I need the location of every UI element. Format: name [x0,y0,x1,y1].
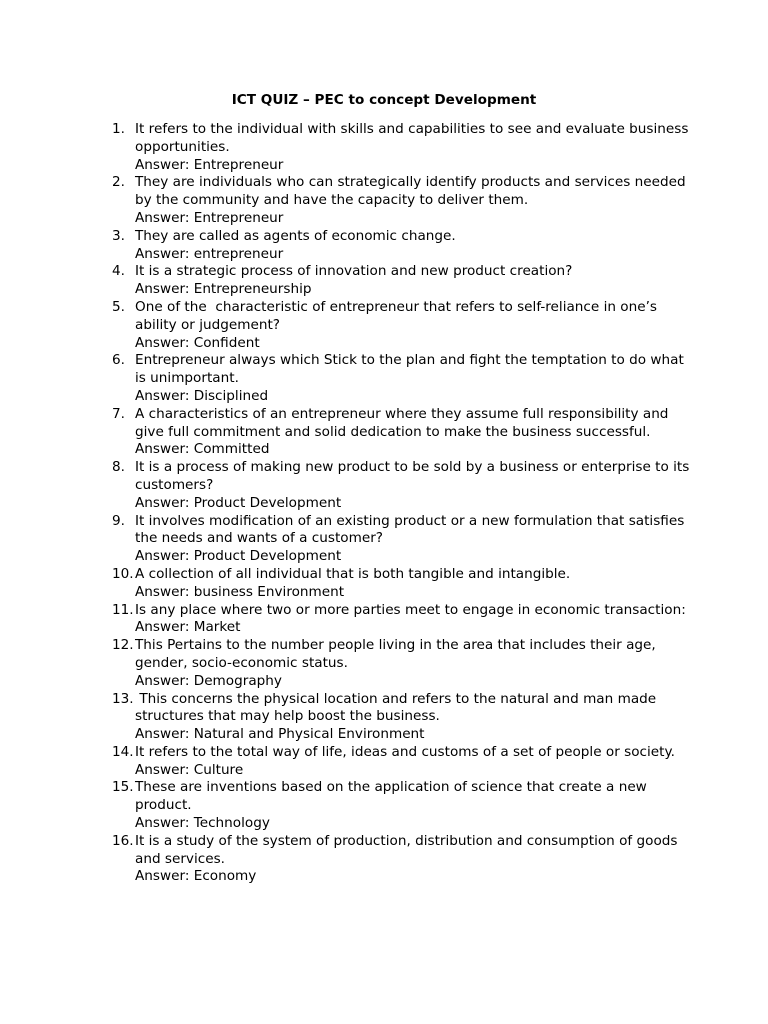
item-number: 9. [112,512,125,529]
quiz-item [112,121,692,174]
question-text: They are individuals who can strategically identify products and services needed by the community and have the capacity to deliver them. [135,174,690,209]
answer-text: Answer: Market [135,619,241,636]
item-number: 7. [112,405,125,422]
answer-text: Answer: Committed [135,441,270,458]
quiz-item [112,744,692,780]
question-text: It is a strategic process of innovation and new product creation? [135,263,573,280]
question-text: Is any place where two or more parties meet to engage in economic transaction: [135,601,686,618]
quiz-item [112,228,692,264]
item-number: 6. [112,352,125,369]
question-text: These are inventions based on the application of science that create a new product. [135,779,652,814]
answer-text: Answer: Natural and Physical Environment [135,726,425,743]
answer-text: Answer: business Environment [135,583,345,600]
answer-text: Answer: Confident [135,334,260,351]
question-text: It is a study of the system of production, distribution and consumption of goods and services. [135,832,682,867]
item-number: 8. [112,459,125,476]
quiz-item [112,691,692,744]
item-number: 14. [112,743,134,760]
question-text: A collection of all individual that is both tangible and intangible. [135,565,571,582]
item-number: 3. [112,227,125,244]
answer-text: Answer: entrepreneur [135,245,284,262]
quiz-item [112,566,692,602]
question-text: It refers to the individual with skills and capabilities to see and evaluate business opportunities. [135,121,693,155]
question-text: They are called as agents of economic change. [135,227,456,244]
quiz-item [112,833,692,886]
answer-text: Answer: Technology [135,815,270,832]
item-number: 13. [112,690,134,707]
question-text: One of the characteristic of entrepreneur that refers to self-reliance in one’s ability or judgement? [135,298,662,333]
document-title: ICT QUIZ – PEC to concept Development [231,92,537,108]
quiz-item [112,406,692,459]
quiz-item [112,513,692,566]
question-text: It is a process of making new product to be sold by a business or enterprise to its customers? [135,459,694,493]
answer-text: Answer: Demography [135,672,282,689]
question-text: It involves modification of an existing product or a new formulation that satisfies the needs and wants of a customer? [135,512,689,547]
quiz-item [112,602,692,638]
item-number: 1. [112,121,125,137]
quiz-item [112,352,692,405]
quiz-item [112,299,692,352]
quiz-item [112,779,692,832]
question-text: This Pertains to the number people living in the area that includes their age, gender, socio-economic status. [135,637,661,671]
question-text: This concerns the physical location and refers to the natural and man made structures that may help boost the business. [135,690,661,725]
answer-text: Answer: Entrepreneur [135,156,284,173]
question-text: A characteristics of an entrepreneur where they assume full responsibility and give full commitment and solid dedication to make the business successful. [135,405,673,440]
answer-text: Answer: Product Development [135,548,342,565]
item-number: 2. [112,174,125,191]
item-number: 4. [112,263,125,280]
item-number: 16. [112,832,134,849]
item-number: 15. [112,779,134,796]
quiz-item [112,263,692,299]
quiz-item [112,459,692,512]
quiz-item [112,174,692,227]
answer-text: Answer: Product Development [135,494,342,511]
item-number: 10. [112,565,134,582]
quiz-list [112,121,692,886]
answer-text: Answer: Economy [135,868,257,885]
quiz-item [112,637,692,690]
answer-text: Answer: Disciplined [135,387,269,404]
item-number: 5. [112,298,125,315]
answer-text: Answer: Entrepreneur [135,209,284,226]
question-text: Entrepreneur always which Stick to the plan and fight the temptation to do what is unimportant. [135,352,689,387]
item-number: 11. [112,601,134,618]
answer-text: Answer: Entrepreneurship [135,281,312,298]
question-text: It refers to the total way of life, ideas and customs of a set of people or society. [135,743,675,760]
answer-text: Answer: Culture [135,761,244,778]
item-number: 12. [112,637,134,654]
